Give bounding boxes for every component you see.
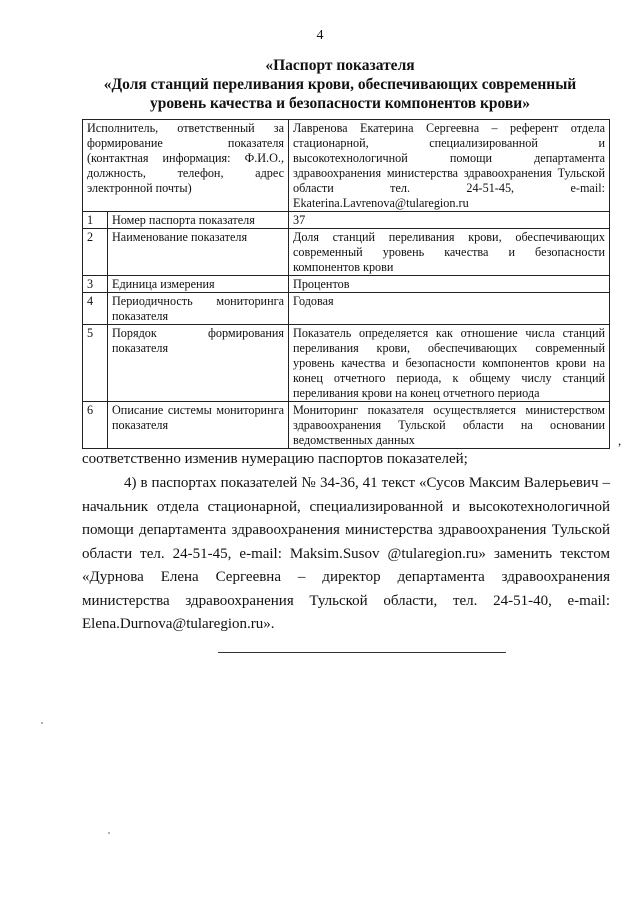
row-number: 3 <box>83 276 108 293</box>
row-label: Периодичность мониторинга показателя <box>108 293 289 325</box>
table-row <box>83 229 610 276</box>
row-value: Процентов <box>289 276 610 293</box>
row-value: Годовая <box>289 293 610 325</box>
amendment-paragraph: 4) в паспортах показателей № 34-36, 41 текст «Сусов Максим Валерьевич – начальник отдела стационарной, специализированной и высокотехнологичной помощи департамента здравоохранения министерства здравоохранения Тульской области тел. 24-51-45, e-mail: Maksim.Susov @tularegion.ru» заменить текстом «Дурнова Елена Сергеевна – директор департамента здравоохранения министерства здравоохранения Тульской области, тел. 24-51-40, e-mail: Elena.Durnova@tularegion.ru». <box>82 475 610 632</box>
row-label: Наименование показателя <box>108 229 289 276</box>
scan-speck <box>41 722 43 724</box>
row-number: 5 <box>83 325 108 402</box>
row-value: Показатель определяется как отношение числа станций переливания крови, обеспечивающих современный уровень качества и безопасности компонентов крови на конец отчетного периода, к общему числу станций переливания крови на конец отчетного периода <box>289 325 610 402</box>
table-row <box>83 293 610 325</box>
title-line-2: «Доля станций переливания крови, обеспечивающих современный <box>103 76 577 93</box>
title-line-1: «Паспорт показателя <box>265 57 415 74</box>
row-number: 1 <box>83 212 108 229</box>
continuation-line: соответственно изменив нумерацию паспортов показателей; <box>82 451 468 467</box>
table-row <box>83 325 610 402</box>
row-label: Описание системы мониторинга показателя <box>108 402 289 449</box>
table-row <box>83 276 610 293</box>
table-row <box>83 402 610 449</box>
title-line-3: уровень качества и безопасности компонентов крови» <box>150 95 530 112</box>
row-label: Номер паспорта показателя <box>108 212 289 229</box>
row-value: Доля станций переливания крови, обеспечивающих современный уровень качества и безопасности компонентов крови <box>289 229 610 276</box>
scan-speck <box>108 832 110 834</box>
row-label: Порядок формирования показателя <box>108 325 289 402</box>
row-number: 4 <box>83 293 108 325</box>
table-trailing-comma: , <box>618 433 622 448</box>
row-number: 2 <box>83 229 108 276</box>
row-label: Единица измерения <box>108 276 289 293</box>
row-number: 6 <box>83 402 108 449</box>
closing-divider <box>218 652 506 653</box>
row-value: Мониторинг показателя осуществляется министерством здравоохранения Тульской области на основании ведомственных данных <box>289 402 610 449</box>
document-title <box>70 56 610 113</box>
row-value: 37 <box>289 212 610 229</box>
responsible-label-cell: Исполнитель, ответственный за формирование показателя (контактная информация: Ф.И.О., должность, телефон, адрес электронной почты) <box>83 120 289 212</box>
table-row <box>83 120 610 212</box>
responsible-value-cell: Лавренова Екатерина Сергеевна – референт отдела стационарной, специализированной и высокотехнологичной помощи департамента здравоохранения министерства здравоохранения Тульской области тел. 24-51-45, e-mail: Ekaterina.Lavrenova@tularegion.ru <box>289 120 610 212</box>
indicator-passport-table <box>82 119 610 449</box>
page-number: 4 <box>316 28 324 43</box>
table-row <box>83 212 610 229</box>
